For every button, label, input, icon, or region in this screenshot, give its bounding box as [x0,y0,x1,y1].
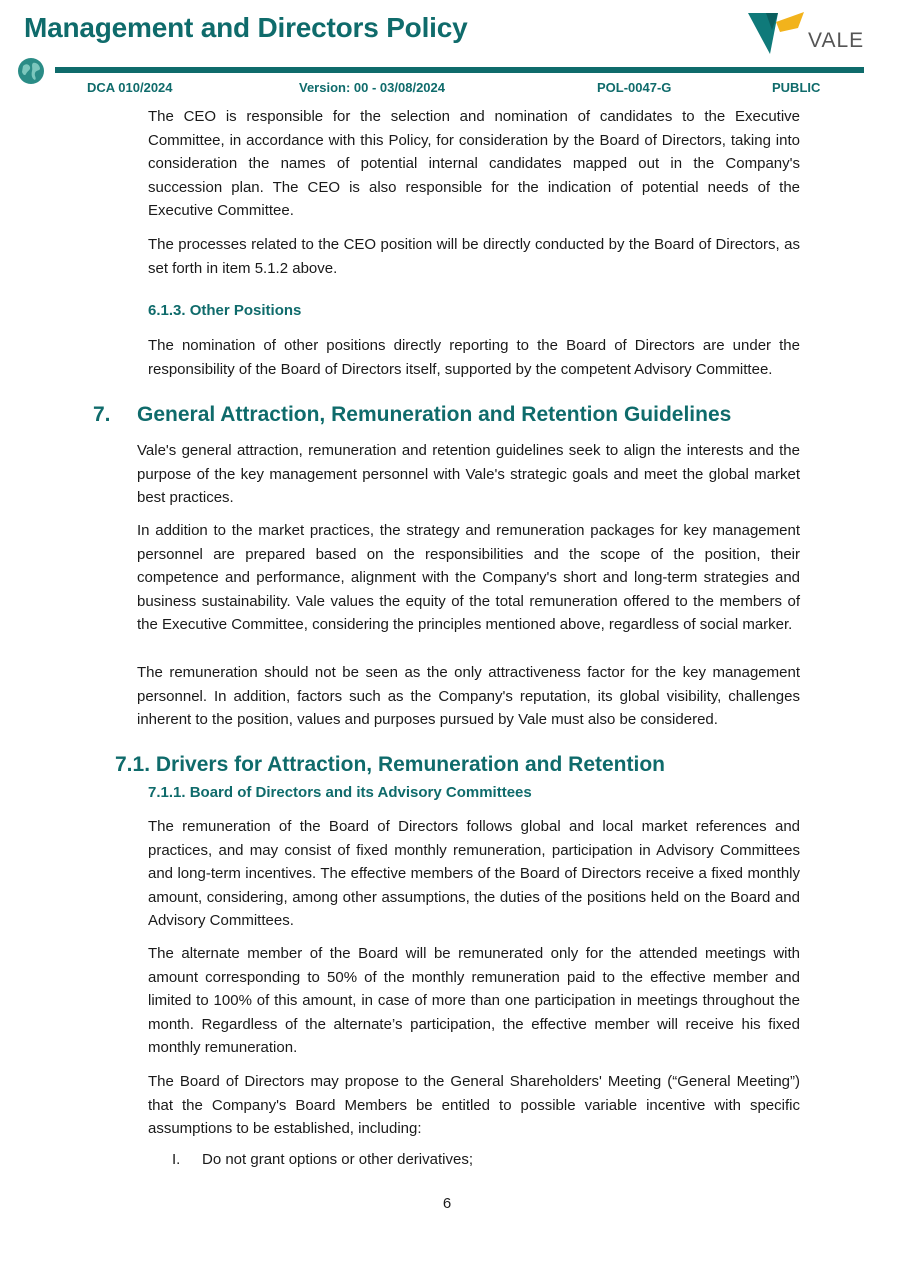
heading-7-1: 7.1. Drivers for Attraction, Remuneration and Retention [115,753,665,776]
page-number: 6 [442,1195,452,1212]
heading-6-1-3: 6.1.3. Other Positions [148,302,302,319]
version-label: Version: 00 - 03/08/2024 [299,80,445,95]
vale-logo [746,10,864,58]
globe-icon [17,57,45,85]
paragraph-alternate-member: The alternate member of the Board will be remunerated only for the attended meetings with amount corresponding to 50% of the monthly remuneration paid to the effective member and limited to 100% of this amount, in case of more than one participation in meetings throughout the month. Regardless of the alternate’s participation, the effective member will receive his fixed monthly remuneration. [148,945,800,1057]
header-divider [55,67,864,73]
paragraph-other-positions: The nomination of other positions directly reporting to the Board of Directors are under the responsibility of the Board of Directors itself, supported by the competent Advisory Committee. [148,337,800,378]
paragraph-7-factor: The remuneration should not be seen as the only attractiveness factor for the key management personnel. In addition, factors such as the Company's reputation, its global visibility, challenges inherent to the position, values and purposes pursued by Vale must also be considered. [137,664,800,729]
heading-7-title: General Attraction, Remuneration and Retention Guidelines [137,403,732,426]
list-item-number: I. [172,1151,181,1168]
heading-7-1-1: 7.1.1. Board of Directors and its Advisory Committees [148,784,532,801]
paragraph-7-market: In addition to the market practices, the strategy and remuneration packages for key management personnel are prepared based on the responsibilities and the scope of the position, their competence and performance, alignment with the Company's short and long-term strategies and business sustainability. Vale values the equity of the total remuneration offered to the members of the Executive Committee, considering the principles mentioned above, regardless of social marker. [137,522,800,634]
policy-id: POL-0047-G [597,80,672,95]
paragraph-variable-incentive: The Board of Directors may propose to the General Shareholders' Meeting (“General Meeting”) that the Company's Board Members be entitled to possible variable incentive with specific assumptions to be established, including: [148,1073,800,1138]
list-item-text: Do not grant options or other derivatives; [202,1151,473,1168]
paragraph-board-remuneration: The remuneration of the Board of Directors follows global and local market references and practices, and may consist of fixed monthly remuneration, participation in Advisory Committees and long-term incentives. The effective members of the Board of Directors receive a fixed monthly amount, considering, among other assumptions, the duties of the positions held on the Board and Advisory Committees. [148,818,800,930]
paragraph-ceo-processes: The processes related to the CEO position will be directly conducted by the Board of Directors, as set forth in item 5.1.2 above. [148,236,800,277]
document-title: Management and Directors Policy [24,12,468,43]
logo-text: VALE [808,29,864,52]
doc-code: DCA 010/2024 [87,80,173,95]
heading-7-number: 7. [93,403,111,426]
classification-label: PUBLIC [772,80,821,95]
heading-7 [0,403,904,431]
paragraph-7-intro: Vale's general attraction, remuneration and retention guidelines seek to align the interests and the purpose of the key management personnel with Vale's strategic goals and meet the global market best practices. [137,442,800,507]
paragraph-ceo-responsibility: The CEO is responsible for the selection and nomination of candidates to the Executive Committee, in accordance with this Policy, for consideration by the Board of Directors, taking into consideration the names of potential internal candidates mapped out in the Company's succession plan. The CEO is also responsible for the indication of potential needs of the Executive Committee. [148,108,800,220]
